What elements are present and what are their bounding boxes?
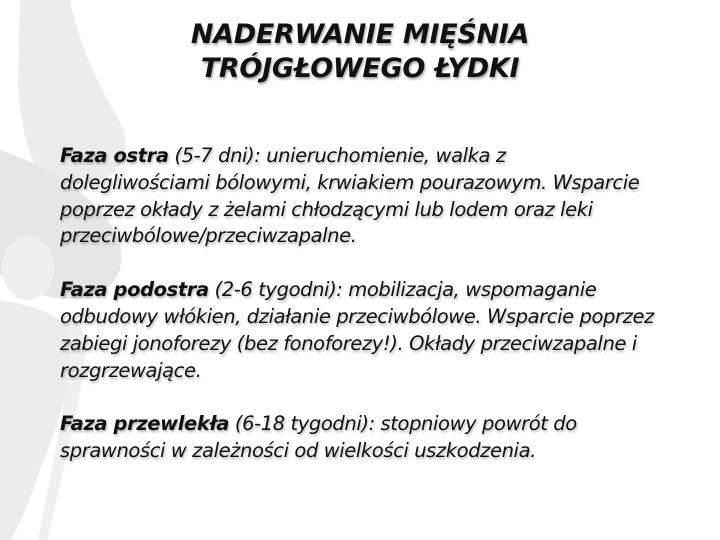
- phase-acute-text: (5-7 dni): unieruchomienie, walka z dolegliwościami bólowymi, krwiakiem pourazowym. Wsparcie poprzez okłady z żelami chłodzącymi lub lodem oraz leki przeciwbólowe/przeciwzapalne.: [60, 144, 640, 248]
- phase-subacute-text: (2-6 tygodni): mobilizacja, wspomaganie odbudowy włókien, działanie przeciwbólowe. Wsparcie poprzez zabiegi jonoforezy (bez fonoforezy!). Okłady przeciwzapalne i rozgrzewające.: [60, 278, 654, 382]
- phase-chronic: [60, 411, 660, 465]
- phase-acute-label: Faza ostra: [60, 144, 169, 167]
- title-line-2: TRÓJGŁOWEGO ŁYDKI: [200, 53, 520, 84]
- phase-chronic-text: (6-18 tygodni): stopniowy powrót do sprawności w zależności od wielkości uszkodzenia.: [60, 412, 577, 463]
- phase-subacute-label: Faza podostra: [60, 278, 209, 302]
- slide-title: [0, 18, 720, 86]
- phases-content: [60, 143, 660, 492]
- phase-chronic-label: Faza przewlekła: [60, 412, 230, 436]
- title-line-1: NADERWANIE MIĘŚNIA: [190, 19, 530, 50]
- phase-acute: [60, 143, 660, 250]
- phase-subacute: [60, 277, 660, 384]
